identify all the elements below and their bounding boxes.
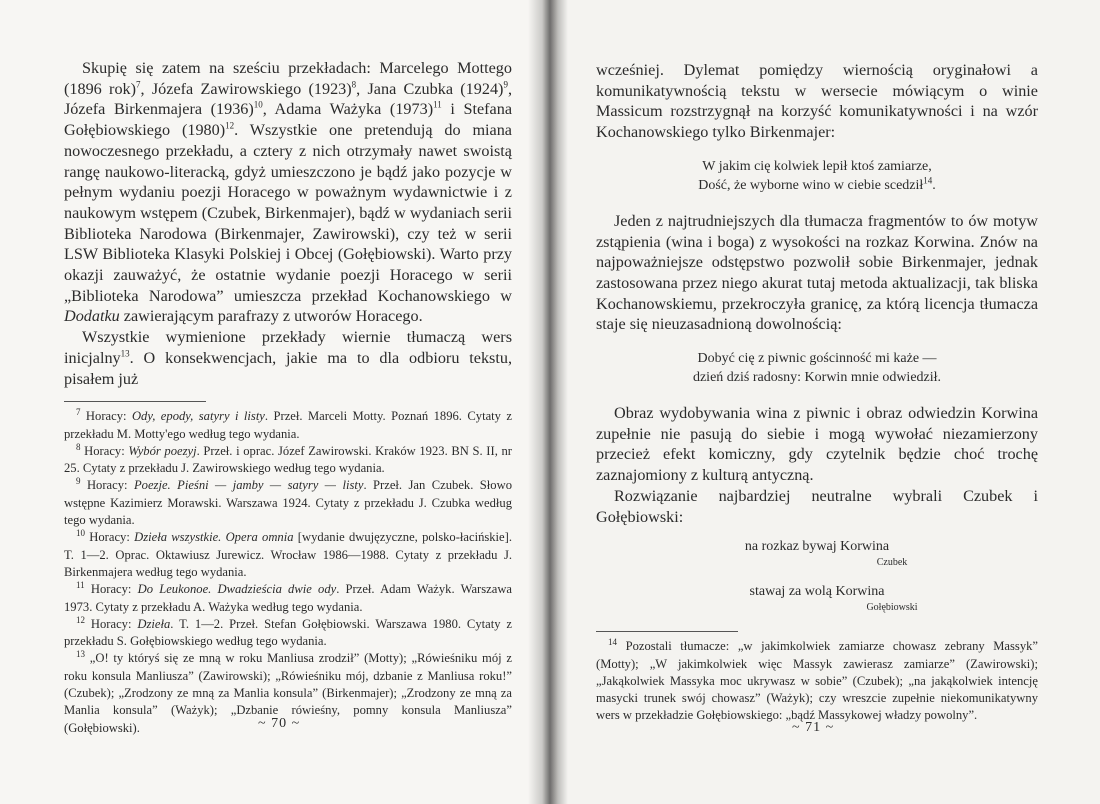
quote-line: stawaj za wolą Korwina <box>749 584 885 600</box>
footnote: $^8$ Horacy: Wybór poezyj. Przeł. i oprac. Józef Zawirowski. Kraków 1923. BN S. II, nr 25. Cytaty z przekładu J. Zawirowskiego według tego wydania. <box>64 441 512 476</box>
verse-quote <box>596 157 1038 195</box>
paragraph: Jeden z najtrudniejszych dla tłumacza fragmentów to ów motyw zstąpienia (wina i boga) z wysokości na rozkaz Korwina. Znów na najpoważniejsze odstępstwo pozwolił sobie Birkenmajer, jednak zastosowana przez niego akurat tutaj metoda aktualizacji, tak bliska Kochanowskiemu, przekroczyła granicę, za którą licencja tłumacza staje się nieuzasadnioną dowolnością: <box>596 211 1038 334</box>
quote-author: Gołębiowski <box>866 602 918 614</box>
paragraph: Rozwiązanie najbardziej neutralne wybrali Czubek i Gołębiowski: <box>596 486 1038 526</box>
paragraph: Wszystkie wymienione przekłady wiernie tłumaczą wers inicjalny$^{13}$. O konsekwencjach, jakie ma to dla odbioru tekstu, pisałem już <box>64 328 512 388</box>
footnote-rule <box>64 401 206 402</box>
quote-line: na rozkaz bywaj Korwina <box>744 539 890 555</box>
verse-line: Dobyć cię z piwnic gościnność mi każe — <box>697 351 937 367</box>
verse-quote <box>596 349 1038 387</box>
verse-line: W jakim cię kolwiek lepił ktoś zamiarze, <box>702 158 932 174</box>
right-footnotes <box>596 638 1038 724</box>
footnote: $^9$ Horacy: Poezje. Pieśni — jamby — satyry — listy. Przeł. Jan Czubek. Słowo wstępne Kazimierz Morawski. Warszawa 1924. Cytaty z przekładu J. Czubka według tego wydania. <box>64 476 512 528</box>
book-gutter-shadow <box>528 0 568 804</box>
footnote: $^{14}$ Pozostali tłumacze: „w jakimkolwiek zamiarze chowasz zebrany Massyk” (Motty); „W jakimkolwiek więc Massyk zawierasz zamiarze” (Zawirowski); „Jakąkolwiek Massyka moc ukrywasz w sobie” (Czubek); „na jakąkolwiek intencję masycki trunek swój chowasz” (Ważyk); czy wreszcie zupełnie niekomunikatywny wers w przekładzie Gołębiowskiego: „bądź Massykowej władzy powolny”. <box>596 637 1038 723</box>
footnote: $^7$ Horacy: Ody, epody, satyry i listy. Przeł. Marceli Motty. Poznań 1896. Cytaty z przekładu M. Motty'ego według tego wydania. <box>64 407 512 441</box>
left-body-text <box>64 58 512 389</box>
paragraph: Obraz wydobywania wina z piwnic i obraz odwiedzin Korwina zupełnie nie pasują do siebie i mogą wywołać niezamierzony przecież efekt komiczny, gdy czytelnik będzie choć trochę zaznajomiony z kulturą antyczną. <box>596 404 1038 485</box>
verse-line: dzień dziś radosny: Korwin mnie odwiedził. <box>692 370 942 386</box>
footnote: $^{10}$ Horacy: Dzieła wszystkie. Opera omnia [wydanie dwujęzyczne, polsko-łacińskie]. T. 1—2. Oprac. Oktawiusz Jurewicz. Wrocław 1986—1988. Cytaty z przekładu J. Birkenmajera według tego wydania. <box>64 528 512 579</box>
page-number-right: ~ 71 ~ <box>792 720 835 735</box>
right-column <box>596 60 1038 725</box>
translation-quote <box>596 537 1038 615</box>
left-footnotes <box>64 408 512 737</box>
left-page <box>0 0 545 804</box>
paragraph: wcześniej. Dylemat pomiędzy wiernością oryginałowi a komunikatywnością tekstu w wersecie mówiącym o winie Massicum rozstrzygnął na korzyść komunikatywności i na wzór Kochanowskiego tylko Birkenmajer: <box>596 61 1038 142</box>
footnote: $^{13}$ „O! ty któryś się ze mną w roku Manliusa zrodził” (Motty); „Rówieśniku mój z roku konsula Manliusza” (Zawirowski); „Rówieśniku mój, dzbanie z Manliusa roku!” (Czubek); „Zrodzony ze mną za Manlia konsula” (Birkenmajer); „Zrodzony ze mną za Manlia konsula” (Ważyk); „Dzbanie rówieśny, pomny konsula Manliusza” (Gołębiowski). <box>64 649 512 735</box>
verse-line: Dość, że wyborne wino w ciebie scedził$^{14}$. <box>698 175 936 193</box>
quote-author: Czubek <box>876 557 908 569</box>
footnote: $^{11}$ Horacy: Do Leukonoe. Dwadzieścia dwie ody. Przeł. Adam Ważyk. Warszawa 1973. Cytaty z przekładu A. Ważyka według tego wydania. <box>64 580 513 614</box>
paragraph: Skupię się zatem na sześciu przekładach: Marcelego Mottego (1896 rok)$^7$, Józefa Zawirowskiego $(1923)^8$, Jana Czubka $(1924)^9$, Józefa Birkenmajera $(1936)^{10}$, Adama Ważyka $(1973)^{11}$ i Stefana Gołębiowskiego $(1980)^{12}$. Wszystkie one pretendują do miana nowoczesnego przekładu, a cztery z nich otrzymały nawet swoistą rangę naukowo-literacką, gdyż umieszczono je bądź jako pozycje w pełnym wydaniu poezji Horacego w poważnym wydawnictwie i z naukowym wstępem (Czubek, Birkenmajer), bądź w wydaniach serii Biblioteka Narodowa (Birkenmajer, Zawirowski), czy też w serii LSW Biblioteka Klasyki Polskiej i Obcej (Gołębiowski). Warto przy okazji zauważyć, że ostatnie wydanie poezji Horacego w serii „Biblioteka Narodowa” umieszcza przekład Kochanowskiego w Dodatku zawierającym parafrazy z utworów Horacego. <box>64 59 513 326</box>
footnote: $^{12}$ Horacy: Dzieła. T. 1—2. Przeł. Stefan Gołębiowski. Warszawa 1980. Cytaty z przekładu S. Gołębiowskiego według tego wydania. <box>64 614 512 649</box>
footnote-rule <box>596 631 738 632</box>
page-number-left: ~ 70 ~ <box>258 716 301 731</box>
